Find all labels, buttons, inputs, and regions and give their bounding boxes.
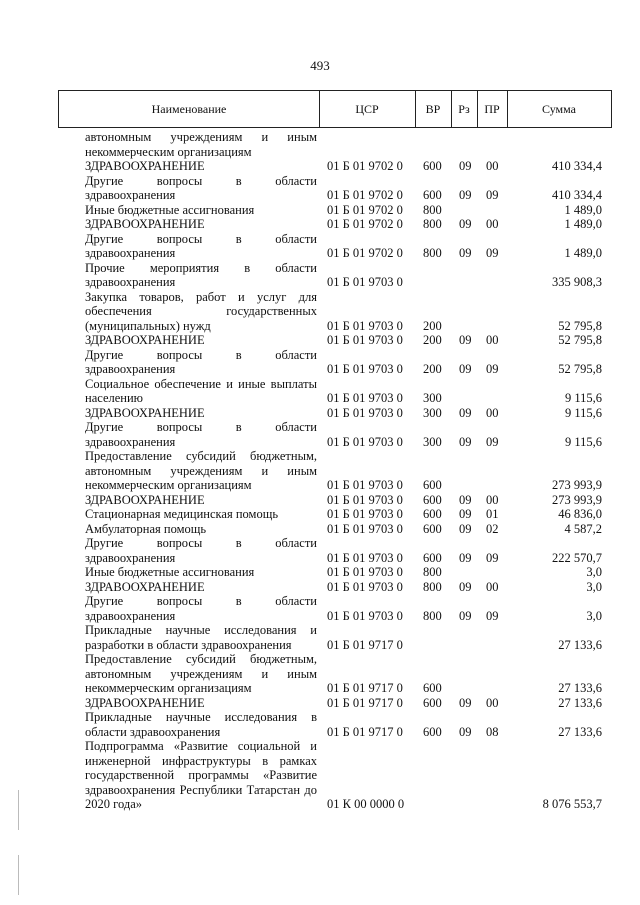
column-header-name: Наименование — [151, 102, 227, 116]
row-csr: 01 Б 01 9703 0 — [327, 565, 403, 579]
row-name: Предоставление субсидий бюджетным, автономным учреждениям и иным некоммерческим организациям — [85, 449, 317, 492]
row-vr: 300 — [423, 391, 442, 405]
row-pr: 09 — [486, 608, 499, 623]
row-sum: 1 489,0 — [564, 217, 602, 231]
row-pr: 02 — [486, 521, 499, 536]
row-pr: 09 — [486, 362, 499, 376]
row-csr: 01 Б 01 9717 0 — [327, 637, 403, 652]
table-row — [0, 710, 640, 739]
row-vr: 600 — [423, 507, 442, 521]
table-row — [0, 739, 640, 812]
row-name: автономным учреждениям и иным некоммерческим организациям — [85, 130, 317, 159]
row-vr: 300 — [423, 405, 442, 420]
row-rz: 09 — [459, 608, 472, 623]
table-row — [0, 333, 640, 348]
row-name: ЗДРАВООХРАНЕНИЕ — [85, 492, 205, 507]
row-sum: 52 795,8 — [558, 333, 602, 347]
table-body — [0, 130, 640, 812]
row-vr: 800 — [423, 217, 442, 231]
row-sum: 4 587,2 — [564, 521, 602, 536]
table-row — [0, 232, 640, 261]
row-vr: 200 — [423, 333, 442, 347]
table-row — [0, 594, 640, 623]
row-sum: 27 133,6 — [558, 724, 602, 739]
row-csr: 01 Б 01 9702 0 — [327, 188, 403, 202]
row-csr: 01 Б 01 9703 0 — [327, 550, 403, 565]
row-name: Другие вопросы в области здравоохранения — [85, 231, 317, 260]
row-csr: 01 Б 01 9703 0 — [327, 521, 403, 536]
row-name: Другие вопросы в области здравоохранения — [85, 594, 317, 623]
row-vr: 600 — [423, 478, 442, 492]
row-name: Предоставление субсидий бюджетным, автономным учреждениям и иным некоммерческим организациям — [85, 652, 317, 695]
row-pr: 08 — [486, 724, 499, 739]
scan-artifact — [18, 790, 19, 830]
row-vr: 600 — [423, 188, 442, 202]
row-pr: 00 — [486, 333, 499, 347]
row-csr: 01 Б 01 9717 0 — [327, 695, 403, 710]
table-row — [0, 348, 640, 377]
row-name: ЗДРАВООХРАНЕНИЕ — [85, 217, 205, 231]
row-name: Иные бюджетные ассигнования — [85, 565, 255, 579]
row-csr: 01 Б 01 9702 0 — [327, 217, 403, 231]
column-header-rz: Рз — [458, 102, 470, 116]
row-sum: 46 836,0 — [558, 507, 602, 521]
table-row — [0, 652, 640, 696]
row-rz: 09 — [459, 521, 472, 536]
table-row — [0, 377, 640, 406]
column-header-csr: ЦСР — [355, 102, 379, 116]
table-row — [0, 507, 640, 522]
row-vr: 600 — [423, 724, 442, 739]
row-vr: 600 — [423, 550, 442, 565]
column-header-sum: Сумма — [542, 102, 576, 116]
row-csr: 01 К 00 0000 0 — [327, 797, 405, 811]
row-rz: 09 — [459, 550, 472, 565]
row-name: Другие вопросы в области здравоохранения — [85, 420, 317, 449]
row-name: Другие вопросы в области здравоохранения — [85, 173, 317, 202]
row-vr: 800 — [423, 608, 442, 623]
row-rz: 09 — [459, 159, 472, 173]
table-row — [0, 261, 640, 290]
row-csr: 01 Б 01 9703 0 — [327, 478, 403, 492]
row-name: Прочие мероприятия в области здравоохранения — [85, 260, 317, 289]
row-name: Закупка товаров, работ и услуг для обеспечения государственных (муниципальных) нужд — [85, 289, 317, 333]
row-name: Другие вопросы в области здравоохранения — [85, 536, 317, 565]
row-sum: 273 993,9 — [552, 478, 602, 492]
row-csr: 01 Б 01 9703 0 — [327, 492, 403, 507]
row-rz: 09 — [459, 333, 472, 347]
row-csr: 01 Б 01 9703 0 — [327, 362, 403, 376]
row-name: ЗДРАВООХРАНЕНИЕ — [85, 405, 205, 420]
row-rz: 09 — [459, 434, 472, 449]
row-pr: 09 — [486, 246, 499, 260]
row-pr: 09 — [486, 188, 499, 202]
row-sum: 9 115,6 — [564, 391, 602, 405]
row-name: ЗДРАВООХРАНЕНИЕ — [85, 579, 205, 594]
row-vr: 800 — [423, 565, 442, 579]
table-row — [0, 130, 640, 159]
table-row — [0, 406, 640, 421]
row-name: ЗДРАВООХРАНЕНИЕ — [85, 333, 205, 347]
row-name: Другие вопросы в области здравоохранения — [85, 347, 317, 376]
row-pr: 00 — [486, 492, 499, 507]
row-pr: 09 — [486, 434, 499, 449]
row-sum: 3,0 — [586, 608, 602, 623]
row-vr: 300 — [423, 434, 442, 449]
row-rz: 09 — [459, 724, 472, 739]
row-rz: 09 — [459, 217, 472, 231]
row-rz: 09 — [459, 405, 472, 420]
row-csr: 01 Б 01 9702 0 — [327, 159, 403, 173]
row-csr: 01 Б 01 9703 0 — [327, 391, 403, 405]
row-csr: 01 Б 01 9703 0 — [327, 579, 403, 594]
table-row — [0, 449, 640, 493]
row-csr: 01 Б 01 9702 0 — [327, 202, 403, 217]
table-row — [0, 493, 640, 508]
row-sum: 3,0 — [586, 565, 602, 579]
column-header-pr: ПР — [484, 102, 500, 116]
row-csr: 01 Б 01 9703 0 — [327, 434, 403, 449]
row-sum: 27 133,6 — [558, 681, 602, 695]
row-sum: 410 334,4 — [552, 159, 602, 173]
row-pr: 00 — [486, 579, 499, 594]
row-name: Стационарная медицинская помощь — [85, 507, 279, 521]
row-csr: 01 Б 01 9703 0 — [327, 275, 403, 289]
row-sum: 222 570,7 — [552, 550, 602, 565]
row-csr: 01 Б 01 9703 0 — [327, 608, 403, 623]
row-sum: 9 115,6 — [564, 434, 602, 449]
row-csr: 01 Б 01 9703 0 — [327, 318, 403, 333]
row-sum: 9 115,6 — [564, 405, 602, 420]
table-row — [0, 203, 640, 218]
row-sum: 3,0 — [586, 579, 602, 594]
scan-artifact — [18, 855, 19, 895]
row-name: Амбулаторная помощь — [85, 521, 207, 536]
row-sum: 410 334,4 — [552, 188, 602, 202]
row-vr: 200 — [423, 318, 442, 333]
table-row — [0, 623, 640, 652]
row-vr: 200 — [423, 362, 442, 376]
table-row — [0, 217, 640, 232]
row-name: Прикладные научные исследования и разработки в области здравоохранения — [85, 623, 317, 652]
row-rz: 09 — [459, 362, 472, 376]
row-vr: 600 — [423, 159, 442, 173]
row-vr: 600 — [423, 695, 442, 710]
page-number: 493 — [310, 58, 330, 73]
column-header-vr: ВР — [425, 102, 441, 116]
row-sum: 1 489,0 — [564, 246, 602, 260]
row-sum: 27 133,6 — [558, 637, 602, 652]
row-rz: 09 — [459, 695, 472, 710]
row-sum: 52 795,8 — [558, 318, 602, 333]
table-row — [0, 522, 640, 537]
row-pr: 09 — [486, 550, 499, 565]
row-pr: 00 — [486, 695, 499, 710]
row-vr: 800 — [423, 202, 442, 217]
row-sum: 1 489,0 — [564, 202, 602, 217]
row-rz: 09 — [459, 492, 472, 507]
table-row — [0, 696, 640, 711]
table-row — [0, 536, 640, 565]
row-name: Подпрограмма «Развитие социальной и инженерной инфраструктуры в рамках государственной программы «Развитие здравоохранения Республики Татарстан до 2020 года» — [85, 739, 317, 811]
table-row — [0, 580, 640, 595]
row-name: Иные бюджетные ассигнования — [85, 202, 255, 217]
row-name: ЗДРАВООХРАНЕНИЕ — [85, 159, 205, 173]
row-vr: 800 — [423, 579, 442, 594]
table-row — [0, 420, 640, 449]
row-sum: 8 076 553,7 — [542, 797, 602, 811]
row-name: Социальное обеспечение и иные выплаты населению — [85, 376, 317, 405]
row-csr: 01 Б 01 9717 0 — [327, 724, 403, 739]
table-row — [0, 290, 640, 334]
row-vr: 600 — [423, 521, 442, 536]
row-csr: 01 Б 01 9717 0 — [327, 681, 403, 695]
row-pr: 00 — [486, 217, 499, 231]
table-header — [58, 90, 612, 128]
row-csr: 01 Б 01 9703 0 — [327, 507, 403, 521]
row-name: Прикладные научные исследования в области здравоохранения — [85, 710, 317, 739]
row-sum: 335 908,3 — [552, 275, 602, 289]
row-sum: 27 133,6 — [558, 695, 602, 710]
row-sum: 52 795,8 — [558, 362, 602, 376]
row-csr: 01 Б 01 9703 0 — [327, 333, 403, 347]
row-pr: 00 — [486, 159, 499, 173]
table-row — [0, 159, 640, 174]
row-rz: 09 — [459, 246, 472, 260]
row-vr: 800 — [423, 246, 442, 260]
row-rz: 09 — [459, 507, 472, 521]
row-pr: 01 — [486, 507, 499, 521]
row-name: ЗДРАВООХРАНЕНИЕ — [85, 695, 205, 710]
row-csr: 01 Б 01 9703 0 — [327, 405, 403, 420]
row-pr: 00 — [486, 405, 499, 420]
row-csr: 01 Б 01 9702 0 — [327, 246, 403, 260]
row-rz: 09 — [459, 579, 472, 594]
table-row — [0, 174, 640, 203]
row-vr: 600 — [423, 681, 442, 695]
row-rz: 09 — [459, 188, 472, 202]
row-sum: 273 993,9 — [552, 492, 602, 507]
table-row — [0, 565, 640, 580]
row-vr: 600 — [423, 492, 442, 507]
